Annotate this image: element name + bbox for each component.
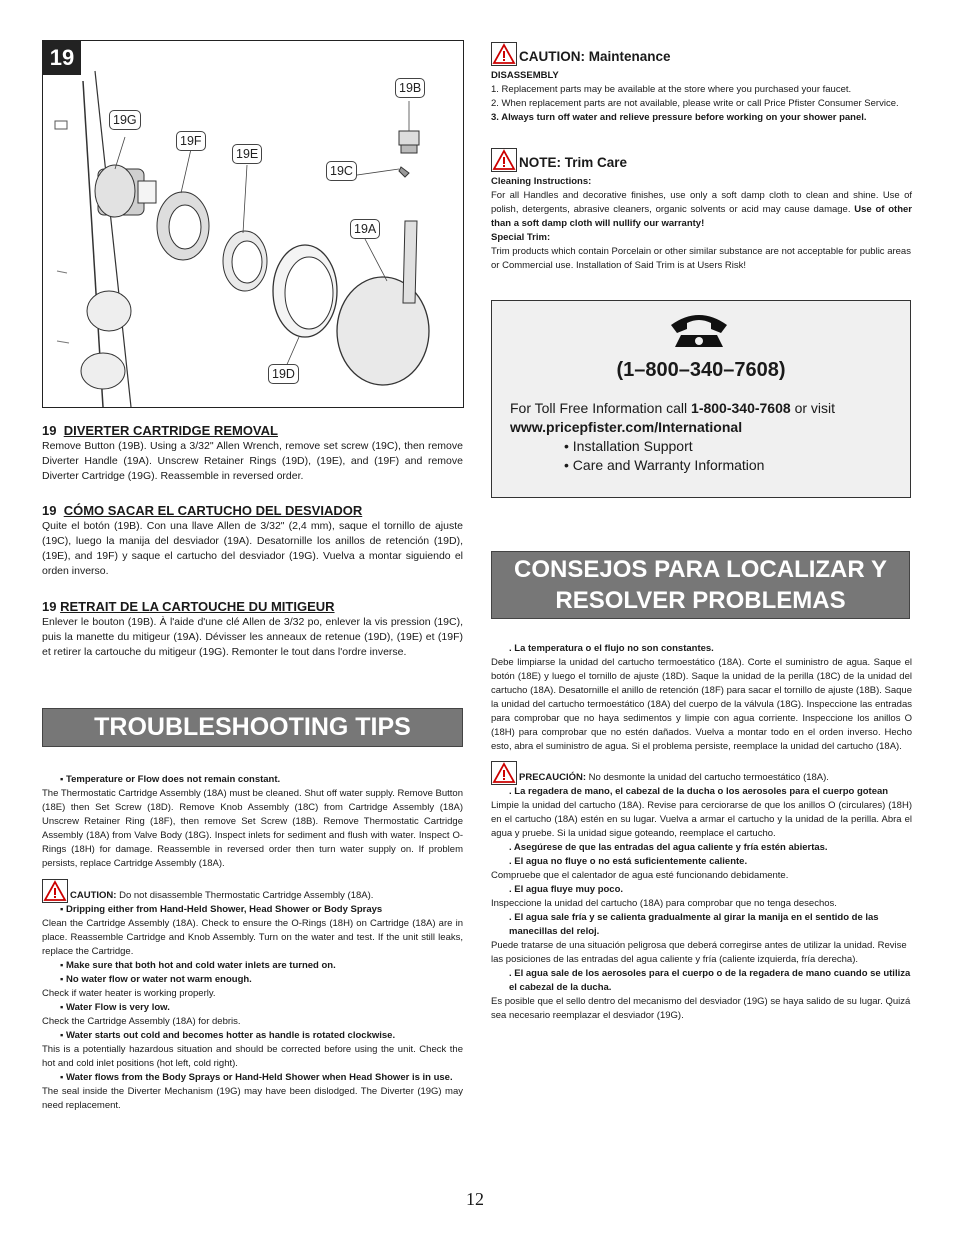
list-item-head: ▪ Make sure that both hot and cold water inlets are turned on. (60, 960, 336, 971)
list-item-head: ▪ Temperature or Flow does not remain constant. (60, 774, 281, 785)
list-item-text: Clean the Cartridge Assembly (18A). Check to ensure the O-Rings (18H) on Cartridge (18A) are in place. Reassemble Cartridge and Knob Assembly. Turn on the water and test. If the unit still leaks, replace the Cartridge. (42, 918, 463, 957)
section-text: Enlever le bouton (19B). À l'aide d'une clé Allen de 3/32 po, enlever la vis pression (19C), puis la manette du mitigeur (19A). Dévisser les anneaux de retenue (19D), (19E) et (19F) et retirer la cartouche du mitigeur (19G). Remonter le tout dans l'ordre inverse. (42, 616, 463, 658)
warning-icon (491, 42, 517, 66)
section-heading: 19 DIVERTER CARTRIDGE REMOVAL (42, 423, 278, 438)
list-item-text: Limpie la unidad del cartucho (18A). Revise para cerciorarse de que los anillos O (circulares) (18H) en el cartucho (18A) estén en su lugar. Vuelva a armar el cartucho y la unidad de la perilla. Abra el agua y pruebe. Si la unidad sigue goteando, reemplace el cartucho. (491, 800, 912, 839)
trim-care-title: NOTE: Trim Care (491, 148, 912, 175)
bullet-care-warranty: • Care and Warranty Information (564, 457, 765, 473)
list-item-head: ▪ Water starts out cold and becomes hotter as handle is rotated clockwise. (60, 1030, 396, 1041)
list-item-head: ▪ Dripping either from Hand-Held Shower, Head Shower or Body Sprays (60, 904, 383, 915)
section-19-french (42, 599, 463, 660)
cleaning-text: For all Handles and decorative finishes, use only a soft damp cloth to clean and shine. Use of polish, detergents, abrasive cleaners, organic solvents or acid may cause damage. Use of other than a soft damp cloth will nullify our warranty! (491, 190, 912, 229)
page-number: 12 (466, 1189, 484, 1209)
warning-icon (491, 148, 517, 172)
figure-number: 19 (43, 41, 81, 75)
warning-icon (491, 761, 517, 785)
special-head: Special Trim: (491, 232, 551, 243)
section-text: Remove Button (19B). Using a 3/32" Allen Wrench, remove set screw (19C), then remove Diverter Handle (19A). Unscrew Retainer Rings (19D), (19E), and (19F) and remove Diverter Cartridge (19G). Reassemble in reversed order. (42, 440, 463, 482)
maintenance-line-1: 1. Replacement parts may be available at the store where you purchased your faucet. (491, 84, 852, 95)
trim-care-note (491, 148, 912, 273)
callout-19d: 19D (268, 364, 299, 384)
list-item-head: . El agua sale de los aerosoles para el cuerpo o de la regadera de mano cuando se utiliza el cabezal de la ducha. (509, 968, 911, 993)
phone-headline: (1–800–340–7608) (616, 359, 786, 381)
section-text: Quite el botón (19B). Con una llave Allen de 3/32" (2,4 mm), saque el tornillo de ajuste (19C), luego la manija del desviador (19A). Desatornille los anillos de retención (19D), (19E), and 19F) y saque el cartucho del desviador (19G). Vuelva a montar siguiendo el orden inverso. (42, 520, 463, 577)
contact-text: For Toll Free Information call 1-800-340-7608 or visit www.pricepfister.com/International (510, 400, 836, 435)
list-item-head: . El agua fluye muy poco. (509, 884, 624, 895)
precaucion-note: PRECAUCIÓN: No desmonte la unidad del cartucho termoestático (18A). (491, 761, 912, 785)
telephone-icon (667, 311, 731, 349)
maintenance-title: CAUTION: Maintenance (491, 42, 912, 69)
list-item-head: . La regadera de mano, el cabezal de la ducha o los aerosoles para el cuerpo gotean (509, 786, 889, 797)
list-item-head: . Asegúrese de que las entradas del agua caliente y fría estén abiertas. (509, 842, 828, 853)
maintenance-caution (491, 42, 912, 125)
maintenance-line-2: 2. When replacement parts are not available, please write or call Price Pfister Consumer Service. (491, 98, 899, 109)
consejos-banner: CONSEJOS PARA LOCALIZAR Y RESOLVER PROBLEMAS (491, 551, 910, 619)
callout-19e: 19E (232, 144, 262, 164)
troubleshooting-banner: TROUBLESHOOTING TIPS (42, 708, 463, 747)
list-item-head: ▪ No water flow or water not warm enough. (60, 974, 252, 985)
troubleshooting-list (42, 773, 463, 1113)
disassembly-subhead: DISASSEMBLY (491, 70, 559, 81)
contact-bullets (564, 437, 764, 475)
section-heading: 19 RETRAIT DE LA CARTOUCHE DU MITIGEUR (42, 599, 335, 614)
list-item-text: Compruebe que el calentador de agua esté funcionando debidamente. (491, 870, 789, 881)
contact-box (491, 300, 911, 498)
section-heading: 19 CÓMO SACAR EL CARTUCHO DEL DESVIADOR (42, 503, 363, 518)
list-item-head: ▪ Water Flow is very low. (60, 1002, 170, 1013)
consejos-list (491, 642, 912, 1023)
section-19-spanish (42, 503, 463, 579)
list-item-text: This is a potentially hazardous situation and should be corrected before using the unit. Check the hot and cold inlet positions (hot left, cold right). (42, 1044, 463, 1069)
callout-19b: 19B (395, 78, 425, 98)
list-item-head: . El agua sale fría y se calienta gradualmente al girar la manija en el sentido de las manecillas del reloj. (509, 912, 879, 937)
warning-icon (42, 879, 68, 903)
website-link[interactable]: www.pricepfister.com/International (510, 419, 743, 435)
list-item-text: The Thermostatic Cartridge Assembly (18A) must be cleaned. Shut off water supply. Remove Button (18E) then Set Screw (18D). Remove Knob Assembly (18C) from Cartridge Assembly (18A) Unscrew Retainer Ring (18F), then remove Set Screw (18B). Remove Thermostatic Cartridge Assembly (18A) from Valve Body (18G). Inspect inlets for sediment and flush with water. Inspect O-Rings (18H) for damage. Reassemble in reversed order then turn water supply on. If problem persists, replace Cartridge Assembly (18A). (42, 788, 463, 869)
list-item-text: Inspeccione la unidad del cartucho (18A) para comprobar que no tenga desechos. (491, 898, 837, 909)
section-19-english (42, 423, 463, 484)
callout-19c: 19C (326, 161, 357, 181)
caution-note: CAUTION: Do not disassemble Thermostatic Cartridge Assembly (18A). (42, 879, 463, 903)
list-item-text: Debe limpiarse la unidad del cartucho termoestático (18A). Corte el suministro de agua. Saque el botón (18E) y luego el tornillo de ajuste (18D). Saque la unidad de la perilla (18C) de la unidad del cartucho (18A). Desatornille el anillo de retención (18F) para sacar el tornillo de ajuste (18B). Saque la unidad del cartucho termoestático (18A) del cuerpo de la válvula (18G). Inspeccione las entradas para comprobar que no haya sedimentos y limpie con agua corriente. Inspeccione los anillos O (18H) para comprobar que no estén dañados. Vuelva a montar todo en el orden inverso. Hecho esto, abra el suministro de agua. Si el problema persiste, reemplace la unidad del cartucho (18A). (491, 657, 912, 752)
cleaning-head: Cleaning Instructions: (491, 176, 592, 187)
list-item-text: Es posible que el sello dentro del mecanismo del desviador (19G) se haya salido de su lugar. Quizá sea necesario reemplazar el desviador (19G). (491, 996, 911, 1021)
special-text: Trim products which contain Porcelain or other similar substance are not acceptable for public areas or Commercial use. Installation of Said Trim is at Users Risk! (491, 246, 911, 271)
callout-19g: 19G (109, 110, 141, 130)
list-item-text: Check if water heater is working properly. (42, 988, 216, 999)
callout-19a: 19A (350, 219, 380, 239)
list-item-head: ▪ Water flows from the Body Sprays or Hand-Held Shower when Head Shower is in use. (60, 1072, 453, 1083)
list-item-text: The seal inside the Diverter Mechanism (19G) may have been dislodged. The Diverter (19G) may need replacement. (42, 1086, 463, 1111)
callout-19f: 19F (176, 131, 206, 151)
maintenance-line-3: 3. Always turn off water and relieve pressure before working on your shower panel. (491, 112, 867, 123)
bullet-installation-support: • Installation Support (564, 438, 693, 454)
exploded-diagram-19 (42, 40, 464, 408)
list-item-text: Puede tratarse de una situación peligrosa que deberá corregirse antes de utilizar la unidad. Revise las posiciones de las entradas del agua caliente y fría (caliente izquierda, fría derecha). (491, 940, 907, 965)
list-item-text: Check the Cartridge Assembly (18A) for debris. (42, 1016, 241, 1027)
list-item-head: . El agua no fluye o no está suficientemente caliente. (509, 856, 748, 867)
list-item-head: . La temperatura o el flujo no son constantes. (509, 643, 714, 654)
